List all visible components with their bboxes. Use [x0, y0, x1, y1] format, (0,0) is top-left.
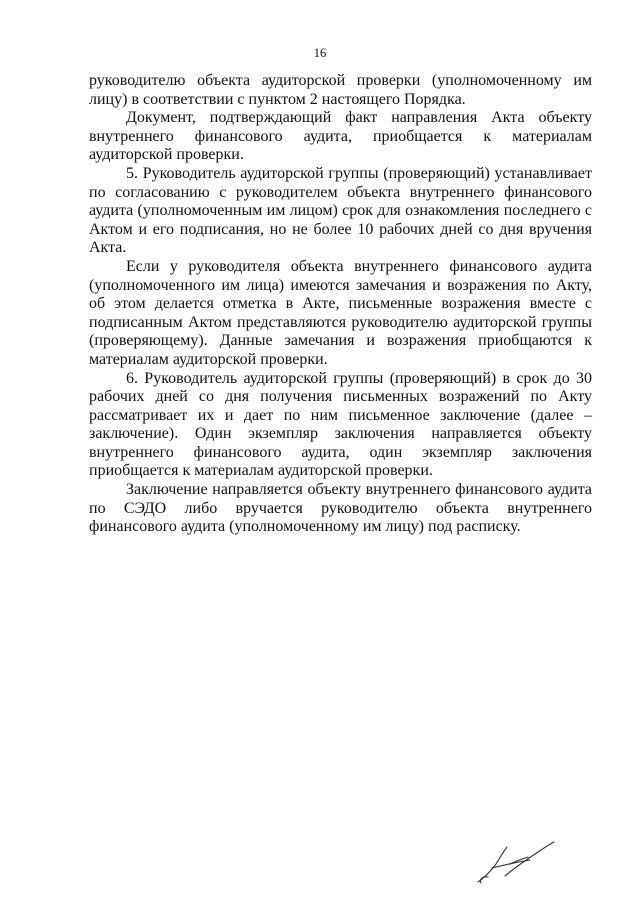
- handwritten-signature-icon: [470, 838, 560, 888]
- page-number: 16: [313, 46, 327, 60]
- paragraph-item-5: 5. Руководитель аудиторской группы (проверяющий) устанавливает по согласованию с руководителем объекта внутреннего финансового аудита (уполномоченным им лицом) срок для ознакомления последнего с Актом и его подписания, но не более 10 рабочих дней со дня вручения Акта.: [89, 164, 592, 257]
- paragraph-conclusion-delivery: Заключение направляется объекту внутреннего финансового аудита по СЭДО либо вручается руководителю объекта внутреннего финансового аудита (уполномоченному им лицу) под расписку.: [89, 481, 592, 536]
- paragraph-item-6: 6. Руководитель аудиторской группы (проверяющий) в срок до 30 рабочих дней со дня получения письменных возражений по Акту рассматривает их и дает по ним письменное заключение (далее – заключение). Один экземпляр заключения направляется объекту внутреннего финансового аудита, один экземпляр заключения приобщается к материалам аудиторской проверки.: [89, 369, 592, 480]
- paragraph-objections: Если у руководителя объекта внутреннего финансового аудита (уполномоченного им лица) имеются замечания и возражения по Акту, об этом делается отметка в Акте, письменные возражения вместе с подписанным Актом представляются руководителю аудиторской группы (проверяющему). Данные замечания и возражения приобщаются к материалам аудиторской проверки.: [89, 257, 592, 368]
- paragraph-document-confirmation: Документ, подтверждающий факт направления Акта объекту внутреннего финансового аудита, приобщается к материалам аудиторской проверки.: [89, 109, 592, 164]
- paragraph-continuation: руководителю объекта аудиторской проверки (уполномоченному им лицу) в соответствии с пунктом 2 настоящего Порядка.: [89, 72, 592, 108]
- document-body: [89, 72, 592, 537]
